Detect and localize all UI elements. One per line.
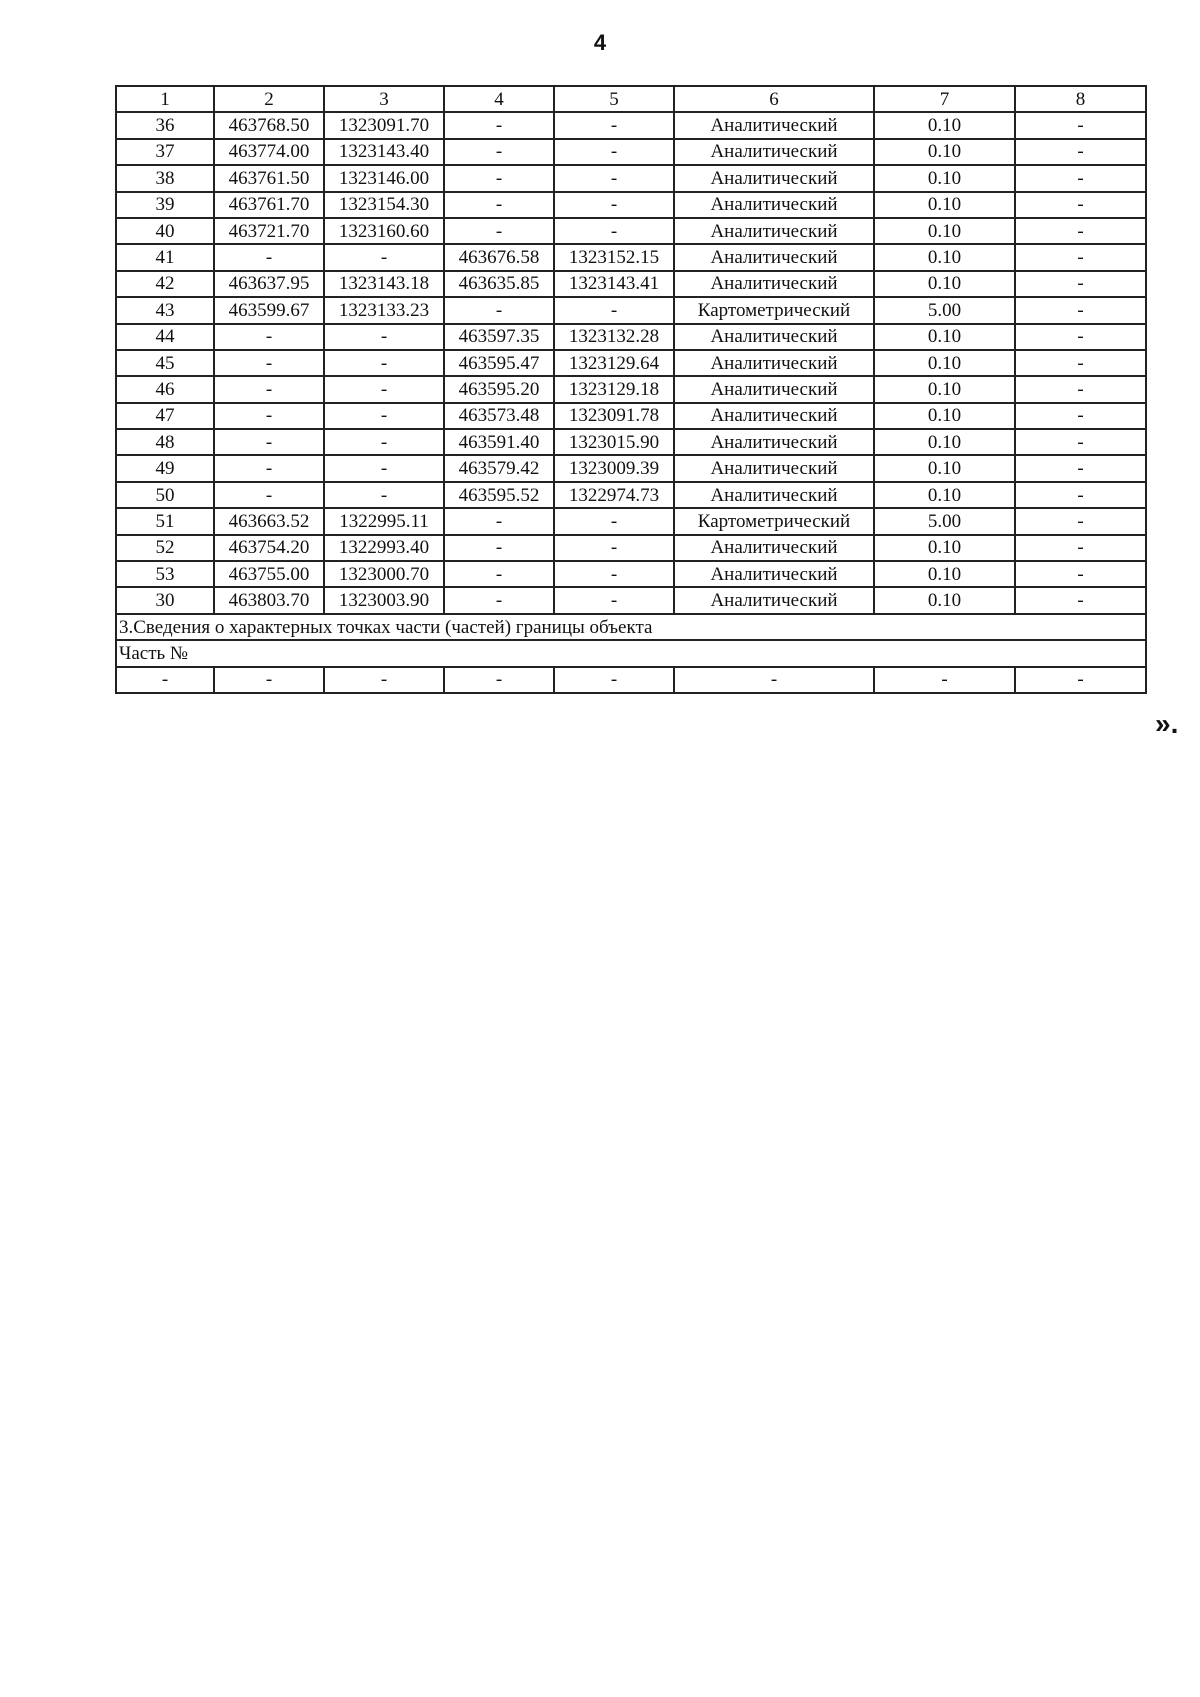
table-cell: 0.10 [874,350,1015,376]
table-cell: - [444,508,554,534]
table-cell: 41 [116,244,214,270]
table-cell: 463663.52 [214,508,324,534]
table-cell: 0.10 [874,455,1015,481]
table-cell: - [324,455,444,481]
table-cell: - [444,139,554,165]
table-row [116,455,1146,481]
table-cell: 40 [116,218,214,244]
table-cell: 8 [1015,86,1146,112]
table-cell: - [1015,244,1146,270]
table-cell: 463595.52 [444,482,554,508]
table-cell: 0.10 [874,324,1015,350]
table-cell: - [214,376,324,402]
table-cell: - [554,587,674,613]
table-cell: 45 [116,350,214,376]
table-cell: 463768.50 [214,112,324,138]
table-cell: Аналитический [674,218,874,244]
table-cell: 0.10 [874,429,1015,455]
table-cell: 1323129.18 [554,376,674,402]
table-row [116,561,1146,587]
table-cell: - [444,112,554,138]
table-cell: - [1015,535,1146,561]
table-cell: - [1015,165,1146,191]
table-cell: 2 [214,86,324,112]
table-cell: - [214,429,324,455]
table-cell: - [324,667,444,693]
table-cell: 49 [116,455,214,481]
table-cell: 52 [116,535,214,561]
table-row [116,244,1146,270]
table-row [116,429,1146,455]
table-cell: 1323133.23 [324,297,444,323]
table-cell: 1 [116,86,214,112]
table-cell: 0.10 [874,192,1015,218]
table-cell: 1323000.70 [324,561,444,587]
table-cell: 0.10 [874,218,1015,244]
table-cell: - [324,376,444,402]
table-cell: - [1015,561,1146,587]
table-cell: - [116,667,214,693]
table-cell: - [554,139,674,165]
table-row [116,192,1146,218]
table-cell: 38 [116,165,214,191]
table-cell: Аналитический [674,482,874,508]
table-cell: 39 [116,192,214,218]
table-cell: 5 [554,86,674,112]
table-cell: 463595.20 [444,376,554,402]
table-row [116,403,1146,429]
table-cell: - [444,165,554,191]
table-row [116,535,1146,561]
table-row [116,271,1146,297]
table-cell: - [554,297,674,323]
table-cell: 53 [116,561,214,587]
table-cell: Аналитический [674,455,874,481]
table-row [116,324,1146,350]
table-cell: 463591.40 [444,429,554,455]
table-cell: 1323015.90 [554,429,674,455]
table-cell: Аналитический [674,165,874,191]
table-cell: Аналитический [674,429,874,455]
table-cell: 463755.00 [214,561,324,587]
table-cell: 1322995.11 [324,508,444,534]
table-cell: - [1015,297,1146,323]
table-cell: 1322993.40 [324,535,444,561]
table-cell: 51 [116,508,214,534]
table-cell: 463595.47 [444,350,554,376]
table-cell: - [214,403,324,429]
table-cell: 1322974.73 [554,482,674,508]
table-cell: - [1015,271,1146,297]
table-cell: Аналитический [674,271,874,297]
section-3-title-row [116,614,1146,640]
table-cell: 0.10 [874,561,1015,587]
table-cell: 1323129.64 [554,350,674,376]
table-cell: - [214,455,324,481]
table-cell: 463676.58 [444,244,554,270]
part-label-row-text: Часть № [116,640,1146,666]
table-cell: - [554,218,674,244]
table-cell: - [324,324,444,350]
table-row [116,482,1146,508]
table-cell: 463803.70 [214,587,324,613]
table-cell: - [214,350,324,376]
table-cell: - [554,508,674,534]
closing-quote: ». [1155,708,1179,739]
table-cell: - [1015,482,1146,508]
page-number: 4 [593,30,607,55]
table-cell: 30 [116,587,214,613]
table-cell: 0.10 [874,244,1015,270]
table-cell: Аналитический [674,403,874,429]
table-cell: 42 [116,271,214,297]
table-cell: - [1015,508,1146,534]
table-cell: 1323152.15 [554,244,674,270]
table-cell: Аналитический [674,350,874,376]
table-cell: 463637.95 [214,271,324,297]
table-cell: 5.00 [874,297,1015,323]
table-cell: 463754.20 [214,535,324,561]
table-cell: - [554,165,674,191]
table-row [116,165,1146,191]
table-cell: - [324,482,444,508]
table-cell: - [554,112,674,138]
table-cell: 1323132.28 [554,324,674,350]
table-cell: - [444,667,554,693]
table-row [116,139,1146,165]
table-cell: 463635.85 [444,271,554,297]
table-cell: 0.10 [874,587,1015,613]
table-cell: - [674,667,874,693]
table-cell: - [444,297,554,323]
coordinates-table [115,85,1147,694]
part-label-row [116,640,1146,666]
table-cell: 48 [116,429,214,455]
table-cell: - [1015,324,1146,350]
table-cell: 1323160.60 [324,218,444,244]
table-row [116,587,1146,613]
table-cell: 463761.70 [214,192,324,218]
table-cell: 463573.48 [444,403,554,429]
table-cell: 6 [674,86,874,112]
table-cell: - [1015,455,1146,481]
table-cell: - [1015,667,1146,693]
table-cell: 0.10 [874,376,1015,402]
table-cell: - [1015,587,1146,613]
table-cell: - [1015,429,1146,455]
table-cell: 50 [116,482,214,508]
table-cell: Аналитический [674,139,874,165]
table-cell: - [444,535,554,561]
table-cell: 463597.35 [444,324,554,350]
table-cell: - [214,324,324,350]
table-cell: - [214,244,324,270]
table-cell: 463761.50 [214,165,324,191]
table-row [116,112,1146,138]
table-cell: - [444,561,554,587]
table-cell: Картометрический [674,508,874,534]
table-row [116,218,1146,244]
table-row [116,350,1146,376]
table-cell: 463774.00 [214,139,324,165]
table-cell: - [1015,376,1146,402]
table-cell: 463721.70 [214,218,324,244]
table-cell: 463599.67 [214,297,324,323]
table-cell: - [554,667,674,693]
table-cell: 1323091.70 [324,112,444,138]
table-cell: 4 [444,86,554,112]
table-cell: - [1015,218,1146,244]
table-cell: - [1015,112,1146,138]
table-cell: 1323154.30 [324,192,444,218]
table-cell: Аналитический [674,192,874,218]
table-cell: Аналитический [674,112,874,138]
table-cell: - [324,244,444,270]
table-cell: 0.10 [874,165,1015,191]
table-cell: - [874,667,1015,693]
table-cell: 0.10 [874,271,1015,297]
table-cell: - [444,218,554,244]
section-3-title-row-text: 3.Сведения о характерных точках части (частей) границы объекта [116,614,1146,640]
table-cell: 0.10 [874,403,1015,429]
table-cell: - [444,192,554,218]
table-cell: Картометрический [674,297,874,323]
table-cell: 7 [874,86,1015,112]
table-cell: Аналитический [674,376,874,402]
table-cell: 0.10 [874,482,1015,508]
table-cell: 36 [116,112,214,138]
table-cell: 1323091.78 [554,403,674,429]
table-cell: - [554,535,674,561]
table-cell: - [1015,139,1146,165]
table-cell: 43 [116,297,214,323]
table-cell: 1323009.39 [554,455,674,481]
table-cell: 47 [116,403,214,429]
table-cell: - [444,587,554,613]
table-cell: - [1015,192,1146,218]
table-cell: Аналитический [674,587,874,613]
table-cell: 5.00 [874,508,1015,534]
table-cell: 37 [116,139,214,165]
table-row [116,297,1146,323]
table-cell: 1323143.41 [554,271,674,297]
table-cell: 3 [324,86,444,112]
table-cell: 1323146.00 [324,165,444,191]
table-cell: 1323003.90 [324,587,444,613]
table-cell: 0.10 [874,112,1015,138]
table-cell: - [554,561,674,587]
table-cell: 1323143.18 [324,271,444,297]
header-row [116,86,1146,112]
table-cell: Аналитический [674,324,874,350]
table-cell: Аналитический [674,561,874,587]
table-cell: - [324,403,444,429]
table-cell: - [214,667,324,693]
table-cell: - [214,482,324,508]
table-cell: - [324,350,444,376]
table-cell: 1323143.40 [324,139,444,165]
table-row [116,508,1146,534]
table-cell: Аналитический [674,535,874,561]
table-cell: 0.10 [874,139,1015,165]
table-cell: Аналитический [674,244,874,270]
table-cell: 0.10 [874,535,1015,561]
table-cell: 44 [116,324,214,350]
table-row [116,376,1146,402]
part-row [116,667,1146,693]
table-cell: 463579.42 [444,455,554,481]
table-cell: - [324,429,444,455]
table-cell: - [1015,403,1146,429]
table-body [116,86,1146,693]
table-cell: 46 [116,376,214,402]
table-cell: - [554,192,674,218]
table-cell: - [1015,350,1146,376]
